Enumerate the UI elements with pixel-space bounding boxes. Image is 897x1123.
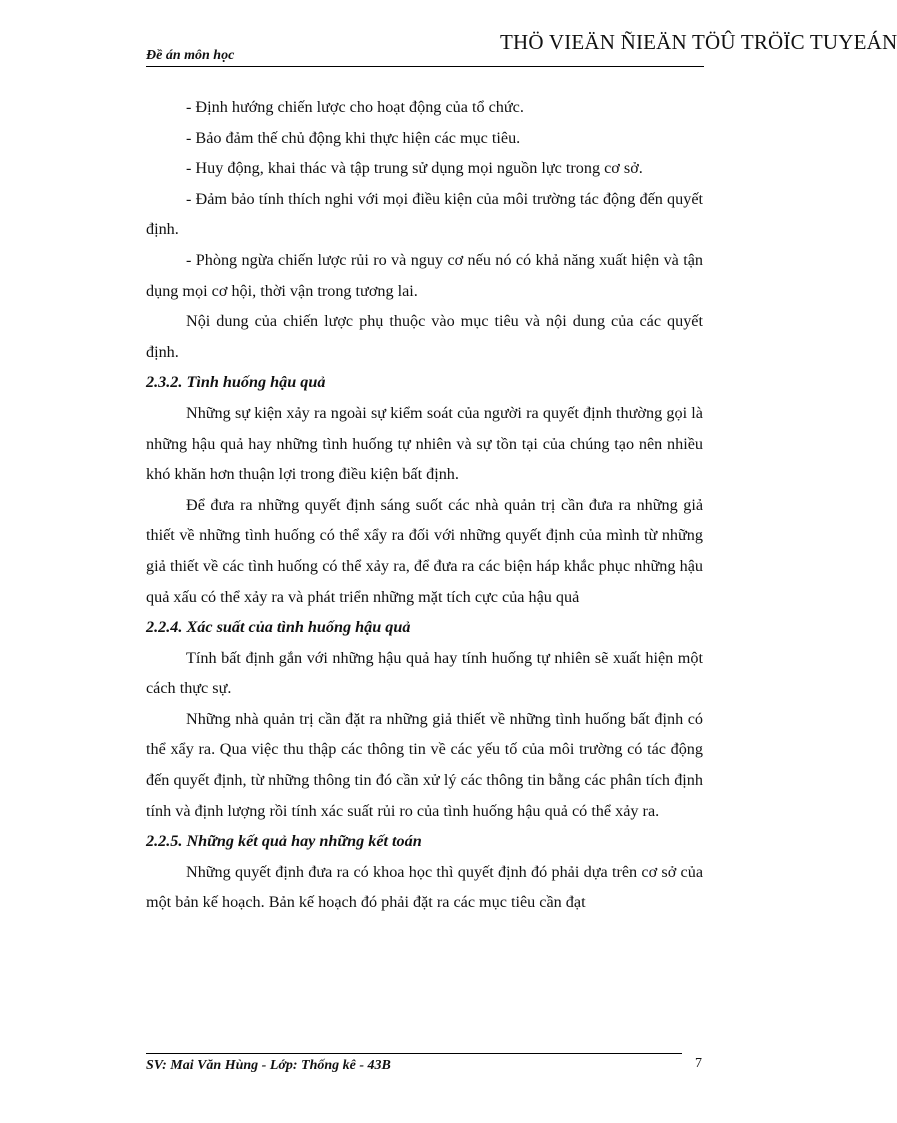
section-heading: 2.2.4. Xác suất của tình huống hậu quả: [146, 618, 411, 637]
paragraph: Để đưa ra những quyết định sáng suốt các nhà quản trị cần đưa ra những giả thiết về những tình huống có thể xẩy ra đối với những quyết định của mình từ những giả thiết về các tình huống có thể xảy ra, để đưa ra các biện háp khắc phục những hậu quả xấu có thể xảy ra và phát triển những mặt tích cực của hậu quả: [146, 495, 703, 606]
footer-author: SV: Mai Văn Hùng - Lớp: Thống kê - 43B: [146, 1058, 391, 1073]
paragraph: - Định hướng chiến lược cho hoạt động của tổ chức.: [186, 98, 524, 116]
paragraph: - Đảm bảo tính thích nghi với mọi điều kiện của môi trường tác động đến quyết định.: [146, 189, 703, 239]
paragraph: Những quyết định đưa ra có khoa học thì quyết định đó phải dựa trên cơ sở của một bản kế hoạch. Bản kế hoạch đó phải đặt ra các mục tiêu cần đạt: [146, 862, 703, 912]
section-heading: 2.3.2. Tình huống hậu quả: [146, 373, 326, 392]
footer-divider: [146, 1053, 682, 1054]
page-number: 7: [695, 1056, 702, 1071]
paragraph: Những sự kiện xảy ra ngoài sự kiểm soát của người ra quyết định thường gọi là những hậu quả hay những tình huống tự nhiên và sự tồn tại của chúng tạo nên nhiều khó khăn hơn thuận lợi trong điều kiện bất định.: [146, 403, 703, 484]
paragraph: Tính bất định gắn với những hậu quả hay tính huống tự nhiên sẽ xuất hiện một cách thực sự.: [146, 648, 703, 698]
paragraph: Những nhà quản trị cần đặt ra những giả thiết về những tình huống bất định có thể xẩy ra. Qua việc thu thập các thông tin về các yếu tố của môi trường có tác động đến quyết định, từ những thông tin đó cần xử lý các thông tin bằng các phân tích định tính và định lượng rồi tính xác suất rủi ro của tình huống hậu quả có thể xảy ra.: [146, 709, 703, 820]
header-library-title: THÖ VIEÄN ÑIEÄN TÖÛ TRÖÏC TUYEÁN: [500, 30, 897, 54]
paragraph: Nội dung của chiến lược phụ thuộc vào mục tiêu và nội dung của các quyết định.: [146, 312, 703, 361]
document-body: [146, 92, 703, 918]
section-heading: 2.2.5. Những kết quả hay những kết toán: [146, 832, 422, 851]
paragraph: - Huy động, khai thác và tập trung sử dụng mọi nguồn lực trong cơ sở.: [186, 159, 643, 178]
paragraph: - Phòng ngừa chiến lược rủi ro và nguy cơ nếu nó có khả năng xuất hiện và tận dụng mọi cơ hội, thời vận trong tương lai.: [146, 250, 703, 300]
paragraph: - Bảo đảm thế chủ động khi thực hiện các mục tiêu.: [186, 128, 521, 147]
header-course-label: Đề án môn học: [146, 48, 235, 63]
header-divider: [146, 66, 704, 67]
